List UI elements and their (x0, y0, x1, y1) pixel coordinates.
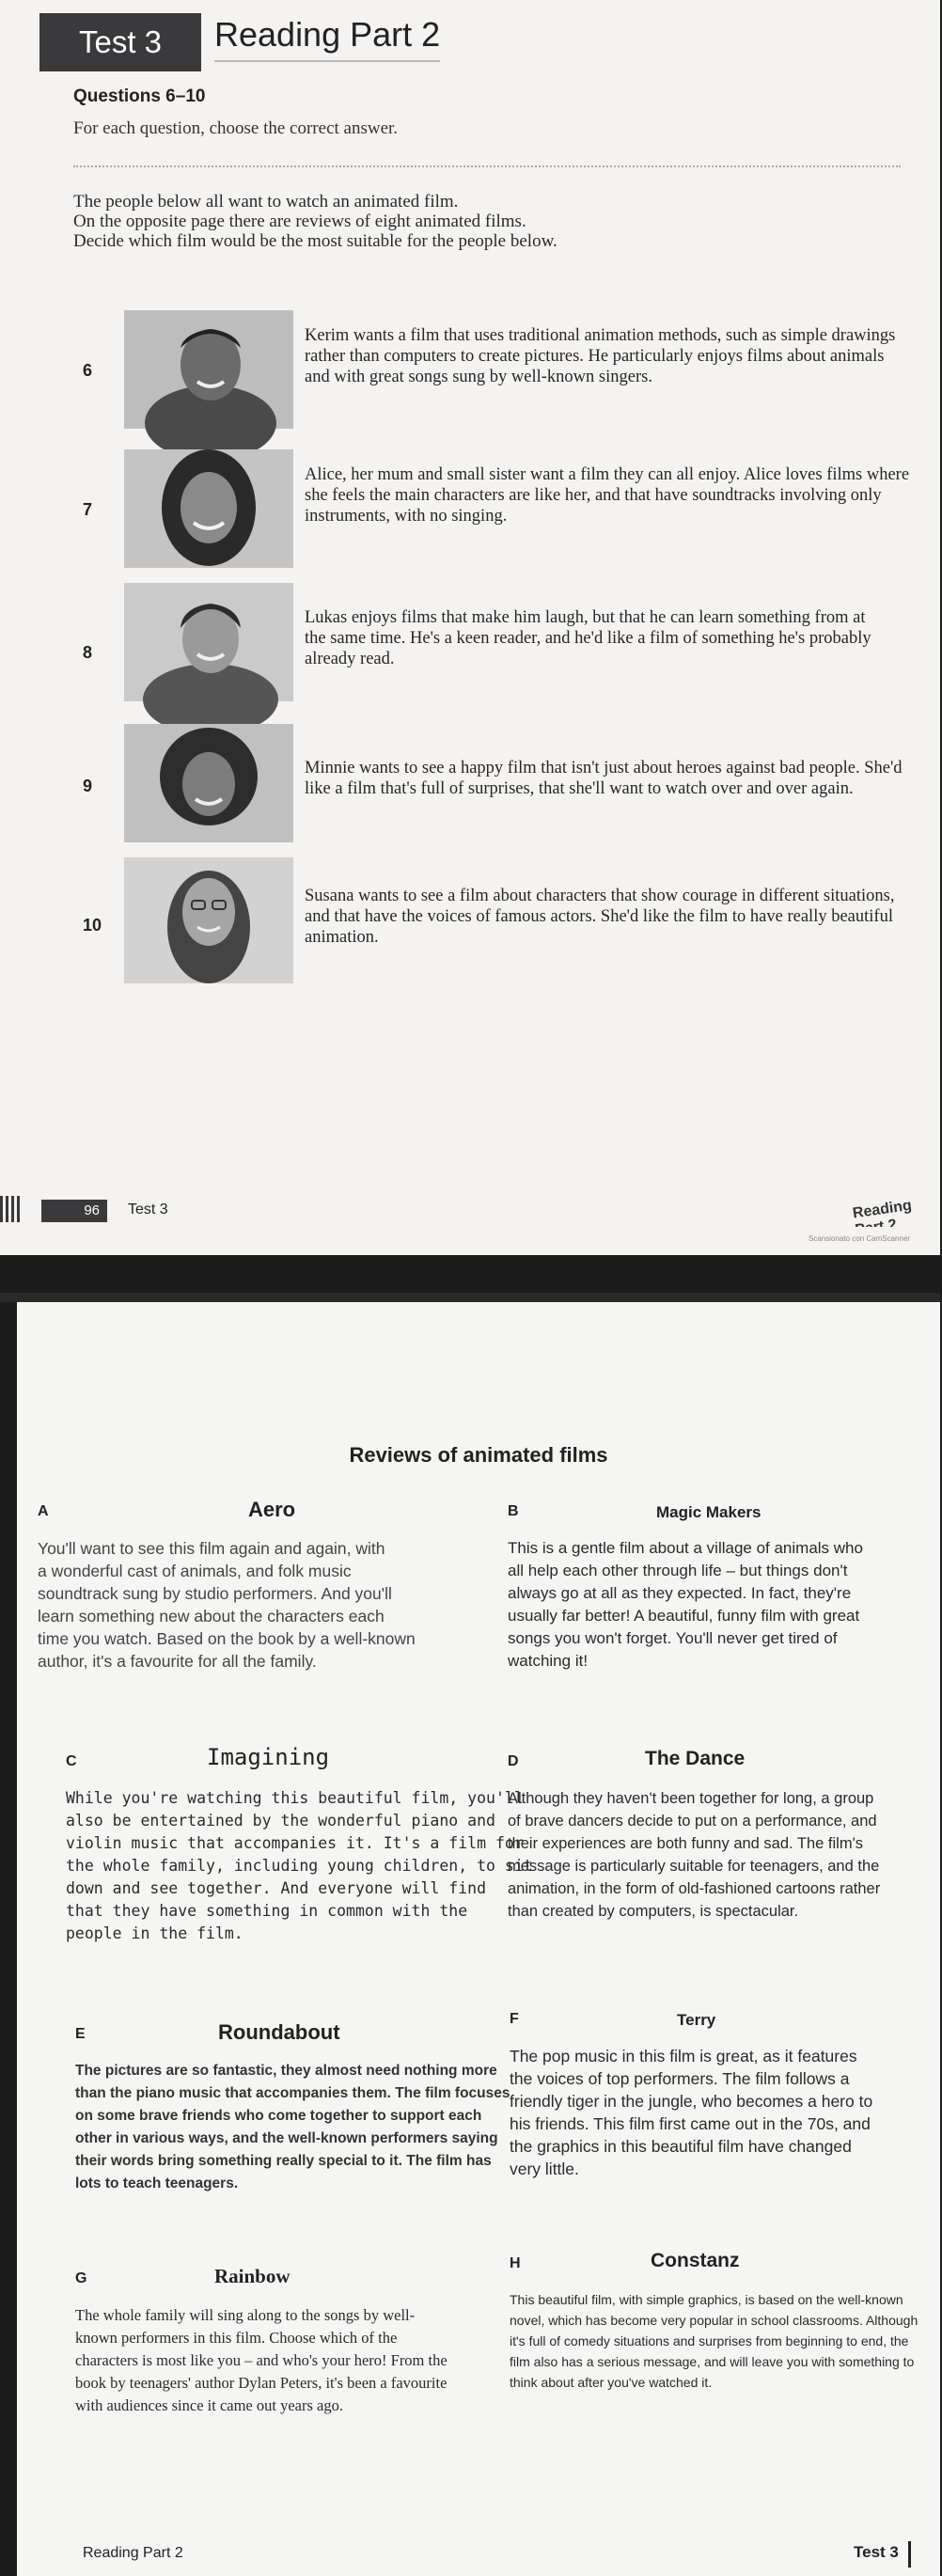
review-letter: A (38, 1503, 49, 1519)
text-line: their words bring something really special to it. The film has (75, 2153, 492, 2169)
text-line: characters is most like you – and who's your hero! From the (75, 2351, 447, 2369)
person-photo (124, 857, 293, 983)
text-line: that they have something in common with the (66, 1902, 468, 1920)
text-line: message is particularly suitable for teenagers, and the (508, 1858, 880, 1875)
text-line: of brave dancers decide to put on a performance, and (508, 1813, 877, 1830)
page-right (17, 1302, 940, 2576)
question-number: 8 (83, 643, 93, 662)
person-7 (0, 449, 940, 572)
text-line: with audiences since it came out years ago. (75, 2396, 343, 2414)
text-line: instruments, with no singing. (305, 507, 508, 526)
review-body (75, 2060, 510, 2195)
review-title: Imagining (207, 1744, 330, 1770)
instruction: For each question, choose the correct answer. (73, 118, 399, 138)
question-number: 7 (83, 500, 93, 519)
text-line: While you're watching this beautiful film, you'll (66, 1789, 524, 1807)
person-description (305, 607, 940, 669)
review-title: Magic Makers (656, 1503, 761, 1521)
review-body (38, 1537, 461, 1673)
review-letter: E (75, 2026, 86, 2042)
text-line: the voices of top performers. The film follows a (510, 2069, 850, 2088)
margin-bar (908, 2541, 911, 2568)
portrait-girl-icon (124, 449, 293, 568)
reviews-title: Reviews of animated films (349, 1443, 608, 1467)
page-edge (0, 1293, 940, 1302)
review-letter: F (510, 2011, 519, 2027)
text-line: already read. (305, 650, 395, 668)
footer-test-label: Test 3 (854, 2543, 899, 2561)
question-number: 10 (83, 916, 102, 935)
text-line: Kerim wants a film that uses traditional animation methods, such as simple drawings (305, 326, 896, 345)
text-line: Lukas enjoys films that make him laugh, but that he can learn something from at (305, 608, 866, 627)
text-line: friendly tiger in the jungle, who becomes a hero to (510, 2092, 873, 2111)
text-line: like a film that's full of surprises, that she'll want to watch over and over again. (305, 779, 854, 798)
person-description (305, 886, 940, 948)
text-line: This is a gentle film about a village of animals who (508, 1539, 863, 1557)
text-line: The pop music in this film is great, as it features (510, 2047, 857, 2066)
person-10 (0, 857, 940, 980)
text-line: all help each other through life – but things don't (508, 1562, 848, 1579)
text-line: a wonderful cast of animals, and folk music (38, 1562, 352, 1580)
person-8 (0, 583, 940, 705)
review-body (510, 2289, 933, 2393)
person-photo (124, 583, 293, 701)
person-photo (124, 724, 293, 842)
text-line: on some brave friends who come together to support each (75, 2108, 482, 2124)
text-line: The whole family will sing along to the songs by well- (75, 2306, 416, 2324)
text-line: songs you won't forget. You'll never get tired of (508, 1629, 838, 1647)
review-title: Roundabout (218, 2020, 340, 2044)
text-line: watching it! (508, 1652, 589, 1670)
text-line: animation. (305, 928, 379, 947)
portrait-boy-icon (124, 583, 293, 701)
review-title: Constanz (651, 2250, 740, 2271)
page-left (0, 0, 940, 1234)
review-title: Rainbow (214, 2265, 290, 2287)
text-line: novel, which has become very popular in school classrooms. Although (510, 2313, 918, 2328)
review-title: Aero (248, 1498, 296, 1521)
text-line: soundtrack sung by studio performers. And you'll (38, 1584, 392, 1603)
intro-line: The people below all want to watch an animated film. (73, 192, 459, 212)
text-line: it's full of comedy situations and surprises from beginning to end, the (510, 2333, 909, 2348)
question-number: 9 (83, 777, 93, 795)
review-body (66, 1787, 533, 1945)
text-line: people in the film. (66, 1924, 243, 1942)
text-line: lots to teach teenagers. (75, 2175, 239, 2191)
review-body (510, 2045, 933, 2180)
review-letter: G (75, 2270, 87, 2286)
text-line: than the piano music that accompanies them. The film focuses (75, 2085, 510, 2101)
text-line: other in various ways, and the well-known performers saying (75, 2130, 498, 2146)
portrait-girl-icon (124, 857, 293, 983)
person-photo (124, 310, 293, 429)
text-line: the graphics in this beautiful film have changed (510, 2137, 852, 2156)
text-line: animation, in the form of old-fashioned cartoons rather (508, 1880, 881, 1897)
text-line: down and see together. And everyone will find (66, 1879, 487, 1897)
person-photo (124, 449, 293, 568)
text-line: his friends. This film first came out in the 70s, and (510, 2114, 871, 2133)
text-line: than created by computers, is spectacular. (508, 1903, 799, 1920)
footer-section-label: Reading Part 2 (83, 2545, 183, 2561)
review-title: Terry (677, 2011, 716, 2029)
person-9 (0, 724, 940, 846)
person-6 (0, 310, 940, 432)
review-title: The Dance (645, 1748, 746, 1769)
text-line: and that have the voices of famous actors. She'd like the film to have really beautiful (305, 907, 893, 926)
scan-strip (0, 1227, 940, 1255)
review-letter: B (508, 1503, 519, 1519)
test-badge: Test 3 (39, 13, 201, 71)
questions-heading: Questions 6–10 (73, 86, 206, 106)
text-line: The pictures are so fantastic, they almost need nothing more (75, 2063, 497, 2079)
text-line: very little. (510, 2160, 579, 2178)
review-body (508, 1787, 931, 1923)
review-letter: H (510, 2255, 521, 2271)
review-body (508, 1537, 931, 1673)
text-line: book by teenagers' author Dylan Peters, it's been a favourite (75, 2374, 447, 2392)
page-footer (17, 2541, 940, 2569)
scan-note: Scansionato con CamScanner (809, 1234, 911, 1243)
text-line: known performers in this film. Choose which of the (75, 2329, 398, 2347)
divider (73, 165, 901, 167)
text-line: also be entertained by the wonderful piano and (66, 1812, 495, 1830)
text-line: violin music that accompanies it. It's a film for (66, 1834, 524, 1852)
text-line: their experiences are both funny and sad. The film's (508, 1835, 863, 1852)
text-line: Minnie wants to see a happy film that isn't just about heroes against bad people. She'd (305, 759, 903, 778)
text-line: film also has a serious message, and will leave you with something to (510, 2354, 915, 2369)
review-body (75, 2304, 498, 2417)
text-line: think about after you've watched it. (510, 2375, 713, 2390)
portrait-boy-icon (124, 310, 293, 429)
person-description (305, 325, 940, 387)
text-line: always go at all as they expected. In fact, they're (508, 1584, 852, 1602)
text-line: she feels the main characters are like her, and that have soundtracks involving only (305, 486, 882, 505)
intro-line: On the opposite page there are reviews of eight animated films. (73, 212, 526, 231)
text-line: the whole family, including young children, to sit (66, 1857, 533, 1875)
page-number: 96 (41, 1200, 107, 1222)
intro-line: Decide which film would be the most suitable for the people below. (73, 231, 557, 251)
text-line: and with great songs sung by well-known singers. (305, 368, 652, 386)
text-line: time you watch. Based on the book by a well-known (38, 1629, 416, 1648)
text-line: the same time. He's a keen reader, and he'd like a film of something he's probably (305, 629, 871, 648)
page-footer (0, 1190, 940, 1234)
footer-section-label: Reading 2 (851, 1197, 913, 1234)
person-description (305, 464, 940, 526)
portrait-girl-icon (124, 724, 293, 842)
barcode-mark-icon (0, 1196, 41, 1222)
intro-text (73, 192, 901, 251)
review-letter: D (508, 1753, 519, 1769)
text-line: author, it's a favourite for all the family. (38, 1652, 317, 1671)
text-line: learn something new about the characters each (38, 1607, 385, 1626)
review-letter: C (66, 1753, 77, 1769)
text-line: Susana wants to see a film about characters that show courage in different situations, (305, 887, 895, 905)
text-line: Alice, her mum and small sister want a film they can all enjoy. Alice loves films where (305, 465, 910, 484)
text-line: Although they haven't been together for long, a group (508, 1790, 874, 1807)
text-line: usually far better! A beautiful, funny film with great (508, 1607, 860, 1625)
question-number: 6 (83, 361, 93, 380)
person-description (305, 758, 940, 799)
text-line: You'll want to see this film again and again, with (38, 1539, 385, 1558)
text-line: This beautiful film, with simple graphics, is based on the well-known (510, 2292, 903, 2307)
footer-test-label: Test 3 (128, 1202, 168, 1217)
text-line: rather than computers to create pictures. He particularly enjoys films about animals (305, 347, 885, 366)
section-title: Reading Part 2 (214, 15, 440, 62)
